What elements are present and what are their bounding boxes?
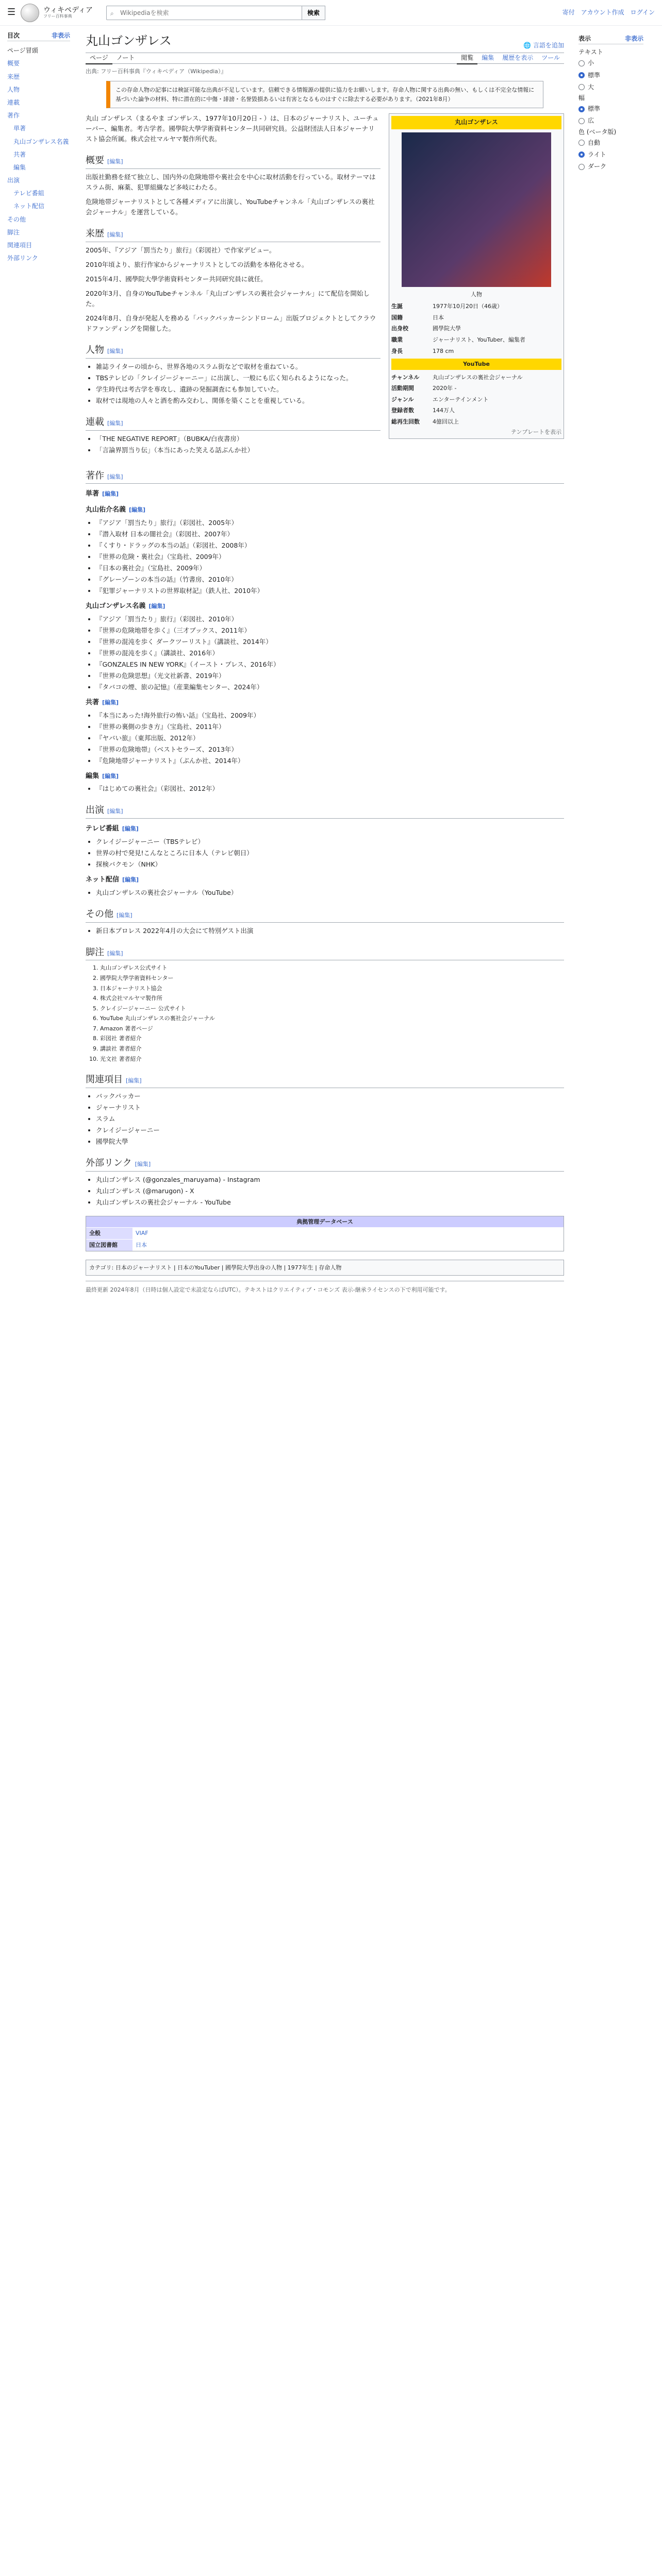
infobox-value: ジャーナリスト、YouTuber、編集者 — [433, 336, 525, 343]
tab-right-2[interactable]: 履歴を表示 — [502, 54, 534, 62]
list-item: • 『くすり・ドラッグの本当の話』（彩図社、2008年） — [96, 540, 564, 551]
template-link[interactable]: テンプレートを表示 — [510, 428, 561, 435]
infobox-value: 1977年10月20日（46歳） — [433, 303, 503, 310]
toc-item[interactable]: テレビ番組 — [13, 190, 44, 197]
appearance-title: 表示 — [578, 35, 591, 42]
edit-link[interactable]: [編集] — [107, 231, 123, 239]
top-link-0[interactable]: 寄付 — [562, 8, 575, 16]
appearance-option[interactable] — [578, 161, 643, 173]
list-item: • バックパッカー — [96, 1091, 564, 1101]
search-button[interactable]: 検索 — [302, 6, 325, 20]
list-item: • 『世界の危険・裏社会』（宝島社、2009年） — [96, 552, 564, 562]
list-item: • 『本当にあった!海外旅行の怖い話』（宝島社、2009年） — [96, 710, 564, 721]
infobox-row — [391, 301, 561, 312]
list-item: 10. 光文社 著者紹介 — [100, 1055, 564, 1064]
list-item: • 「THE NEGATIVE REPORT」（BUBKA/白夜書房） — [96, 434, 380, 444]
radio-button[interactable] — [578, 84, 585, 90]
search-input[interactable] — [106, 6, 302, 20]
add-language-button[interactable]: 🌐 言語を追加 — [523, 42, 564, 49]
infobox-key: 生誕 — [391, 303, 403, 310]
list-item: • 「言論界罰当り伝」（本当にあった笑える話ぶんか社） — [96, 445, 380, 455]
authority-control — [86, 1216, 564, 1251]
appearance-option[interactable] — [578, 81, 643, 93]
menu-icon[interactable]: ☰ — [7, 7, 16, 18]
appearance-option[interactable] — [578, 115, 643, 127]
list-item: • クレイジージャーニー（TBSテレビ） — [96, 837, 564, 847]
navbox-row — [86, 1239, 564, 1251]
navbox-key: 全般 — [86, 1228, 133, 1239]
appearance-option[interactable] — [578, 103, 643, 115]
option-label: 大 — [588, 83, 594, 91]
infobox-value: 144万人 — [433, 407, 455, 414]
radio-button[interactable] — [578, 72, 585, 78]
list-item: • 丸山ゴンザレス (@gonzales_maruyama) - Instagram — [96, 1175, 564, 1185]
infobox-row — [391, 416, 561, 428]
list — [96, 614, 564, 692]
appearance-hide-button[interactable]: 非表示 — [624, 35, 643, 42]
toc-sidebar — [0, 26, 77, 1300]
section-heading: 編集 [編集] — [86, 772, 119, 780]
edit-link[interactable]: [編集] — [102, 490, 119, 498]
section-heading: 単著 [編集] — [86, 490, 119, 498]
infobox — [389, 113, 564, 439]
page-tabs — [86, 53, 564, 63]
edit-link[interactable]: [編集] — [107, 158, 123, 165]
toc-item[interactable]: その他 — [7, 215, 26, 223]
appearance-option[interactable] — [578, 137, 643, 149]
header — [0, 0, 662, 26]
toc-item[interactable]: ページ冒頭 — [7, 47, 38, 55]
list-item: • 『世界の混沌を歩く』（講談社、2016年） — [96, 648, 564, 658]
list — [96, 926, 564, 936]
list-item: • 『世界の混沌を歩く ダークツーリスト』（講談社、2014年） — [96, 637, 564, 647]
infobox-row — [391, 372, 561, 383]
tab-right-1[interactable]: 編集 — [482, 54, 494, 62]
list-item: • 取材では現地の人々と酒を酌み交わし、関係を築くことを重視している。 — [96, 396, 380, 406]
list-item: • 『潜入取材 日本の闇社会』（彩図社、2007年） — [96, 529, 564, 539]
page-title: 丸山ゴンザレス — [86, 33, 172, 48]
top-links — [562, 8, 655, 18]
section-heading: 出演 [編集] — [86, 803, 564, 819]
section-heading: 概要 [編集] — [86, 154, 380, 169]
list-item: • 『アジア「罰当たり」旅行』（彩図社、2010年） — [96, 614, 564, 624]
list — [96, 362, 380, 406]
edit-link[interactable]: [編集] — [129, 506, 146, 514]
infobox-row — [391, 383, 561, 394]
edit-link[interactable]: [編集] — [107, 473, 123, 480]
paragraph: 出版社勤務を経て独立し、国内外の危険地帯や裏社会を中心に取材活動を行っている。取材テーマはスラム街、麻薬、犯罪組織など多岐にわたる。 — [86, 173, 376, 192]
section-heading: 来歴 [編集] — [86, 227, 380, 242]
section-heading: 連載 [編集] — [86, 415, 380, 431]
appearance-group-title: 色 (ベータ版) — [578, 128, 617, 135]
list-item: • 丸山ゴンザレスの裏社会ジャーナル（YouTube） — [96, 888, 564, 898]
option-label: 小 — [588, 59, 594, 67]
list — [100, 963, 564, 1063]
appearance-option[interactable] — [578, 57, 643, 69]
paragraph: 危険地帯ジャーナリストとして各種メディアに出演し、YouTubeチャンネル「丸山ゴンザレスの裏社会ジャーナル」を運営している。 — [86, 198, 375, 216]
section-heading: 丸山佑介名義 [編集] — [86, 506, 146, 514]
infobox-youtube-header: YouTube — [391, 359, 561, 370]
infobox-header: 丸山ゴンザレス — [391, 116, 561, 129]
list-item: • 『危険地帯ジャーナリスト』（ぶんか社、2014年） — [96, 756, 564, 766]
toc-item[interactable]: 出演 — [7, 177, 20, 184]
list-item: • スラム — [96, 1114, 564, 1124]
list — [96, 434, 380, 455]
navbox-key: 国立図書館 — [86, 1240, 133, 1251]
infobox-value: 2020年 - — [433, 385, 457, 392]
appearance-sidebar — [572, 26, 650, 1300]
section-heading: 人物 [編集] — [86, 343, 380, 359]
list-item: • 世界の村で発見!こんなところに日本人（テレビ朝日） — [96, 848, 564, 858]
paragraph: 2020年3月、自身のYouTubeチャンネル「丸山ゴンザレスの裏社会ジャーナル」にて配信を開始した。 — [86, 289, 370, 308]
toc-item[interactable]: 関連項目 — [7, 242, 32, 249]
source-note: 出典: フリー百科事典『ウィキペディア（Wikipedia）』 — [86, 67, 227, 75]
toc-item[interactable]: 単著 — [13, 125, 26, 132]
tab-right-3[interactable]: ツール — [541, 54, 560, 62]
edit-link[interactable]: [編集] — [107, 419, 123, 427]
categories: カテゴリ: 日本のジャーナリスト | 日本のYouTuber | 國學院大學出身の人物 | 1977年生 | 存命人物 — [86, 1260, 564, 1276]
paragraph: 2015年4月、國學院大學学術資料センター共同研究員に就任。 — [86, 275, 267, 283]
paragraph: 2024年8月、自身が発起人を務める「バックパッカーシンドローム」出版プロジェクトとしてクラウドファンディングを開催した。 — [86, 314, 376, 332]
section-heading: 関連項目 [編集] — [86, 1073, 564, 1088]
list-item: • 『グレーゾーンの本当の話』（竹書房、2010年） — [96, 574, 564, 585]
list — [96, 837, 564, 870]
list-item: • 『はじめての裏社会』（彩図社、2012年） — [96, 784, 564, 794]
infobox-value: エンターテインメント — [433, 396, 489, 403]
edit-link[interactable]: [編集] — [102, 699, 119, 706]
list-item: • 『世界の裏側の歩き方』（宝島社、2011年） — [96, 722, 564, 732]
list-item: • 新日本プロレス 2022年4月の大会にて特別ゲスト出演 — [96, 926, 564, 936]
list — [96, 888, 564, 898]
search-icon: ⌕ — [110, 9, 114, 17]
edit-link[interactable]: [編集] — [135, 1161, 151, 1168]
notice-box: この存命人物の記事には検証可能な出典が不足しています。信頼できる情報源の提供に協力をお願いします。存命人物に関する出典の無い、もしくは不完全な情報に基づいた論争の材料、特に潜在的に中傷・誹謗・名誉毀損あるいは有害となるものはすぐに除去する必要があります。（2021年8月） — [106, 81, 543, 108]
radio-button[interactable] — [578, 118, 585, 124]
list-item: • 『犯罪ジャーナリストの世界取材記』（鉄人社、2010年） — [96, 586, 564, 596]
edit-link[interactable]: [編集] — [126, 1077, 142, 1084]
logo-title: ウィキペディア — [43, 6, 93, 14]
infobox-row — [391, 334, 561, 346]
list-item: 6. YouTube 丸山ゴンザレスの裏社会ジャーナル — [100, 1014, 564, 1023]
list-item: • 丸山ゴンザレスの裏社会ジャーナル - YouTube — [96, 1197, 564, 1208]
option-label: ダーク — [588, 163, 607, 171]
edit-link[interactable]: [編集] — [107, 347, 123, 354]
edit-link[interactable]: [編集] — [148, 602, 166, 609]
toc-item[interactable]: 著作 — [7, 112, 20, 120]
navbox-value[interactable]: VIAF — [136, 1230, 148, 1237]
infobox-key: 登録者数 — [391, 407, 414, 414]
section-heading: 著作 [編集] — [86, 469, 564, 484]
list-item: • 学生時代は考古学を専攻し、遺跡の発掘調査にも参加していた。 — [96, 384, 380, 395]
list-item: 7. Amazon 著者ページ — [100, 1024, 564, 1033]
list-item: 2. 國學院大學学術資料センター — [100, 974, 564, 983]
list-item: • 『世界の危険思想』（光文社新書、2019年） — [96, 671, 564, 681]
navbox-value[interactable]: 日本 — [136, 1242, 147, 1249]
infobox-row — [391, 394, 561, 405]
main-content — [77, 26, 572, 1300]
list-item: • ジャーナリスト — [96, 1103, 564, 1113]
toc-item[interactable]: 編集 — [13, 163, 26, 171]
infobox-key: 国籍 — [391, 314, 403, 321]
infobox-value: 丸山ゴンザレスの裏社会ジャーナル — [433, 374, 523, 381]
section-heading: テレビ番組 [編集] — [86, 825, 139, 833]
option-label: ライト — [588, 150, 606, 158]
infobox-row — [391, 405, 561, 416]
list-item: • 雑誌ライターの頃から、世界各地のスラム街などで取材を重ねている。 — [96, 362, 380, 372]
appearance-group-title: テキスト — [578, 48, 603, 56]
section-heading: 共著 [編集] — [86, 698, 119, 706]
list-item: 4. 株式会社マルヤマ製作所 — [100, 994, 564, 1003]
list — [96, 518, 564, 596]
list-item: • 丸山ゴンザレス (@marugon) - X — [96, 1186, 564, 1196]
appearance-option[interactable] — [578, 149, 643, 161]
radio-button[interactable] — [578, 151, 585, 158]
infobox-key: 身長 — [391, 347, 403, 354]
toc-item[interactable]: 丸山ゴンザレス名義 — [13, 138, 69, 145]
option-label: 自動 — [588, 139, 601, 146]
portrait-image[interactable] — [402, 132, 551, 287]
toc-item[interactable]: 共著 — [13, 150, 26, 158]
radio-button[interactable] — [578, 140, 585, 146]
infobox-row — [391, 346, 561, 357]
infobox-key: チャンネル — [391, 374, 420, 381]
infobox-key: ジャンル — [391, 396, 414, 403]
navbox-title: 典拠管理データベース — [86, 1216, 564, 1228]
radio-button[interactable] — [578, 164, 585, 170]
list-item: • 『タバコの煙、旅の記憶』（産業編集センター、2024年） — [96, 682, 564, 692]
tab-0[interactable]: ページ — [86, 52, 112, 64]
infobox-key: 職業 — [391, 336, 403, 343]
infobox-value: 國學院大學 — [433, 325, 461, 332]
infobox-key: 出身校 — [391, 325, 408, 332]
list-item: • 『アジア「罰当たり」旅行』（彩図社、2005年） — [96, 518, 564, 528]
tab-1[interactable]: ノート — [116, 54, 135, 62]
toc-item[interactable]: 連載 — [7, 98, 20, 106]
list — [96, 1175, 564, 1208]
infobox-value: 4億回以上 — [433, 418, 459, 426]
toc-item[interactable]: 人物 — [7, 86, 20, 93]
footer: 最終更新 2024年8月（日時は個人設定で未設定ならばUTC）。テキストはクリエイティブ・コモンズ 表示-継承ライセンスの下で利用可能です。 — [86, 1281, 564, 1295]
toc-hide-button[interactable]: 非表示 — [51, 32, 70, 39]
edit-link[interactable]: [編集] — [102, 772, 119, 779]
logo-subtitle: フリー百科事典 — [43, 13, 72, 19]
top-link-1[interactable]: アカウント作成 — [581, 8, 624, 16]
tab-right-0[interactable]: 閲覧 — [457, 52, 477, 64]
navbox-row — [86, 1227, 564, 1239]
section-heading: その他 [編集] — [86, 907, 564, 923]
paragraph: 2005年、『アジア「罰当たり」旅行』（彩図社）で作家デビュー。 — [86, 246, 276, 254]
top-link-2[interactable]: ログイン — [630, 8, 655, 16]
infobox-value: 178 cm — [433, 347, 454, 354]
infobox-caption: 人物 — [471, 291, 482, 298]
option-label: 標準 — [588, 105, 601, 113]
list-item: • クレイジージャーニー — [96, 1125, 564, 1136]
list-item: 3. 日本ジャーナリスト協会 — [100, 984, 564, 993]
lead-paragraph: 丸山 ゴンザレス（まるやま ゴンザレス、1977年10月20日 - ）は、日本のジャーナリスト、ユーチューバー、編集者。考古学者。國學院大學学術資料センター共同研究員。公益財団法人日本ジャーナリスト協会所属。株式会社マルヤマ製作所代表。 — [86, 114, 379, 143]
list-item: 8. 彩図社 著者紹介 — [100, 1034, 564, 1043]
toc-title: 目次 — [7, 32, 20, 39]
section-heading: 丸山ゴンザレス名義 [編集] — [86, 602, 166, 610]
radio-button[interactable] — [578, 60, 585, 66]
list-item: • 『ヤバい旅』（東邦出版、2012年） — [96, 733, 564, 743]
list-item: 1. 丸山ゴンザレス公式サイト — [100, 963, 564, 973]
infobox-value: 日本 — [433, 314, 444, 321]
search-bar — [106, 6, 325, 20]
list-item: • 『世界の危険地帯』（ベストセラーズ、2013年） — [96, 744, 564, 755]
appearance-option[interactable] — [578, 70, 643, 81]
option-label: 広 — [588, 117, 594, 125]
edit-link[interactable]: [編集] — [117, 911, 133, 919]
logo[interactable] — [21, 4, 98, 22]
list-item: • TBSテレビの「クレイジージャーニー」に出演し、一般にも広く知られるようになった。 — [96, 373, 380, 383]
toc-item[interactable]: 来歴 — [7, 73, 20, 80]
list-item: • 『世界の危険地帯を歩く』（三才ブックス、2011年） — [96, 625, 564, 636]
list — [96, 1091, 564, 1147]
edit-link[interactable]: [編集] — [107, 950, 123, 957]
infobox-key: 総再生回数 — [391, 418, 420, 426]
list-item: • 『日本の裏社会』（宝島社、2009年） — [96, 563, 564, 573]
wikipedia-globe-icon — [21, 4, 39, 22]
section-heading: 外部リンク [編集] — [86, 1156, 564, 1172]
infobox-key: 活動期間 — [391, 385, 414, 392]
toc-item[interactable]: 脚注 — [7, 228, 20, 236]
edit-link[interactable]: [編集] — [122, 825, 139, 833]
list-item: 9. 講談社 著者紹介 — [100, 1044, 564, 1054]
option-label: 標準 — [588, 71, 601, 79]
section-heading: 脚注 [編集] — [86, 945, 564, 961]
edit-link[interactable]: [編集] — [122, 876, 139, 883]
appearance-group-title: 幅 — [578, 94, 585, 101]
toc-item[interactable]: ネット配信 — [13, 202, 45, 210]
list — [96, 710, 564, 766]
list-item: • 探検バクモン（NHK） — [96, 859, 564, 870]
toc-item[interactable]: 概要 — [7, 60, 20, 67]
list-item: • 『GONZALES IN NEW YORK』（イースト・プレス、2016年） — [96, 659, 564, 670]
section-heading: ネット配信 [編集] — [86, 875, 139, 884]
radio-button[interactable] — [578, 106, 585, 112]
toc-item[interactable]: 外部リンク — [7, 255, 38, 262]
edit-link[interactable]: [編集] — [107, 808, 123, 815]
infobox-row — [391, 312, 561, 324]
list-item: 5. クレイジージャーニー 公式サイト — [100, 1004, 564, 1013]
list-item: • 國學院大學 — [96, 1137, 564, 1147]
infobox-row — [391, 323, 561, 334]
paragraph: 2010年頃より、旅行作家からジャーナリストとしての活動を本格化させる。 — [86, 260, 308, 268]
list — [96, 784, 564, 794]
